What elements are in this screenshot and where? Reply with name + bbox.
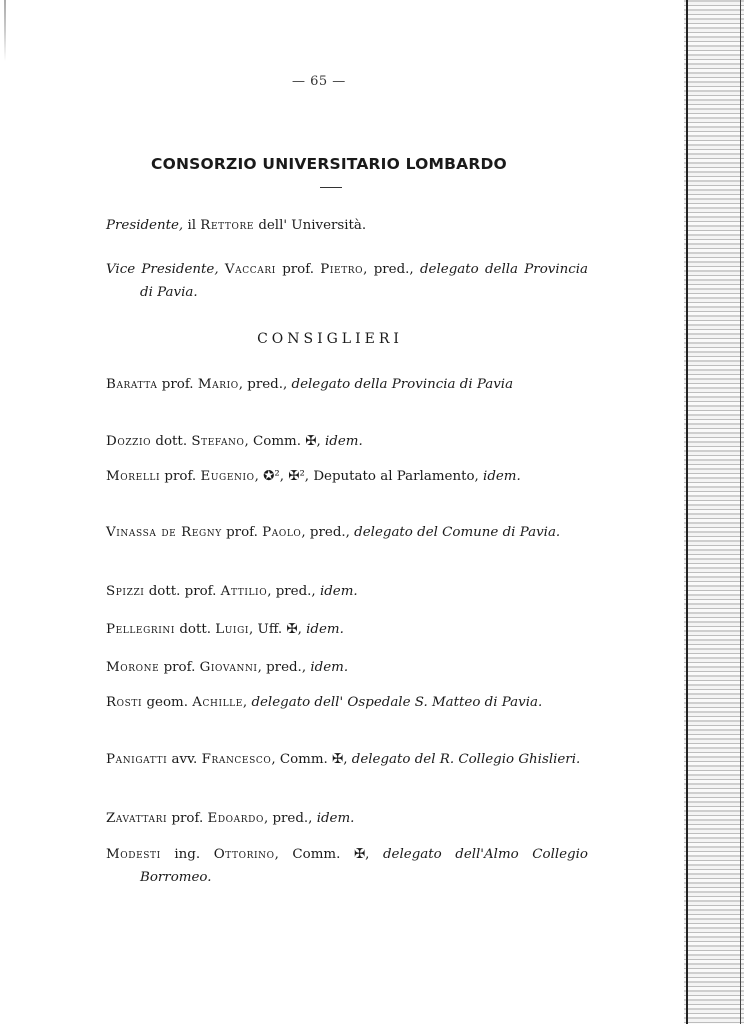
title-rule: [320, 187, 342, 188]
member-honours: , Comm. ✠,: [271, 752, 352, 767]
list-item: [106, 430, 588, 453]
officer-text: , pred.,: [363, 262, 420, 277]
book-gutter: [684, 0, 744, 1024]
member-delegation: idem.: [324, 434, 363, 449]
member-title: dott. prof.: [148, 584, 217, 599]
member-surname: Morelli: [106, 469, 161, 484]
member-honours: , pred.,: [267, 584, 320, 599]
officer-entry-president: [106, 214, 588, 237]
member-surname: Pellegrini: [106, 622, 176, 637]
list-item: [106, 656, 588, 679]
member-title: prof.: [226, 525, 258, 540]
member-delegation: delegato dell' Ospedale S. Matteo di Pavia.: [251, 695, 543, 710]
member-delegation: delegato del Comune di Pavia.: [354, 525, 561, 540]
member-delegation: idem.: [306, 622, 344, 637]
gutter-line: [686, 0, 688, 1024]
member-first-name: Mario: [197, 377, 239, 392]
member-first-name: Paolo: [262, 525, 302, 540]
member-honours: , pred.,: [301, 525, 355, 540]
page-title: CONSORZIO UNIVERSITARIO LOMBARDO: [151, 155, 507, 173]
member-surname: Zavattari: [106, 811, 168, 826]
member-honours: , Comm. ✠,: [244, 434, 325, 449]
member-title: ing.: [174, 847, 201, 862]
officer-delegation: delegato della Provincia di Pavia.: [140, 262, 589, 300]
member-delegation: idem.: [310, 660, 349, 675]
member-delegation: idem.: [316, 811, 355, 826]
member-first-name: Eugenio: [200, 469, 255, 484]
member-delegation: delegato della Provincia di Pavia: [291, 377, 514, 392]
member-surname: Modesti: [106, 847, 161, 862]
member-first-name: Edoardo: [207, 811, 264, 826]
member-surname: Morone: [106, 660, 160, 675]
officer-role: Vice Presidente,: [106, 262, 219, 277]
officer-text: il: [187, 218, 197, 233]
member-honours: , pred.,: [263, 811, 317, 826]
member-honours: , pred.,: [257, 660, 311, 675]
member-delegation: delegato dell'Almo Collegio Borromeo.: [140, 847, 588, 885]
member-first-name: Francesco: [201, 752, 272, 767]
member-honours: , ✪², ✠², Deputato al Parlamento,: [254, 469, 484, 484]
member-surname: Panigatti: [106, 752, 168, 767]
officer-surname: Vaccari: [224, 262, 276, 277]
list-item: [106, 580, 588, 603]
member-title: dott.: [155, 434, 188, 449]
member-surname: Vinassa de Regny: [106, 525, 222, 540]
member-honours: , Uff. ✠,: [249, 622, 307, 637]
member-first-name: Attilio: [220, 584, 268, 599]
member-surname: Dozzio: [106, 434, 152, 449]
officer-title: prof.: [282, 262, 314, 277]
member-surname: Baratta: [106, 377, 158, 392]
list-item: [106, 373, 588, 396]
member-first-name: Stefano: [191, 434, 245, 449]
section-title: CONSIGLIERI: [257, 331, 403, 347]
page-number: — 65 —: [292, 74, 346, 89]
member-first-name: Ottorino: [213, 847, 275, 862]
officer-entry-vice-president: [106, 258, 588, 304]
member-title: prof.: [161, 377, 194, 392]
member-delegation: idem.: [319, 584, 358, 599]
gutter-line: [740, 0, 741, 1024]
member-title: prof.: [171, 811, 204, 826]
list-item: [106, 521, 588, 544]
member-surname: Rosti: [106, 695, 143, 710]
member-honours: , pred.,: [238, 377, 292, 392]
officer-first-name: Pietro: [320, 262, 364, 277]
list-item: [106, 691, 588, 714]
officer-name: Rettore: [200, 218, 255, 233]
officer-text: dell' Università.: [258, 218, 367, 233]
member-first-name: Luigi: [215, 622, 250, 637]
member-title: avv.: [171, 752, 198, 767]
member-title: prof.: [164, 469, 197, 484]
member-title: geom.: [146, 695, 188, 710]
member-title: dott.: [179, 622, 211, 637]
list-item: [106, 843, 588, 889]
member-delegation: delegato del R. Collegio Ghislieri.: [351, 752, 581, 767]
officer-role: Presidente,: [106, 218, 184, 233]
list-item: [106, 748, 588, 771]
member-first-name: Achille: [192, 695, 243, 710]
list-item: [106, 807, 588, 830]
member-honours: ,: [242, 695, 252, 710]
member-first-name: Giovanni: [199, 660, 258, 675]
member-honours: , Comm. ✠,: [274, 847, 383, 862]
member-title: prof.: [163, 660, 196, 675]
member-delegation: idem.: [483, 469, 521, 484]
list-item: [106, 465, 588, 488]
member-surname: Spizzi: [106, 584, 145, 599]
page-left-edge: [4, 0, 6, 1024]
list-item: [106, 618, 588, 641]
